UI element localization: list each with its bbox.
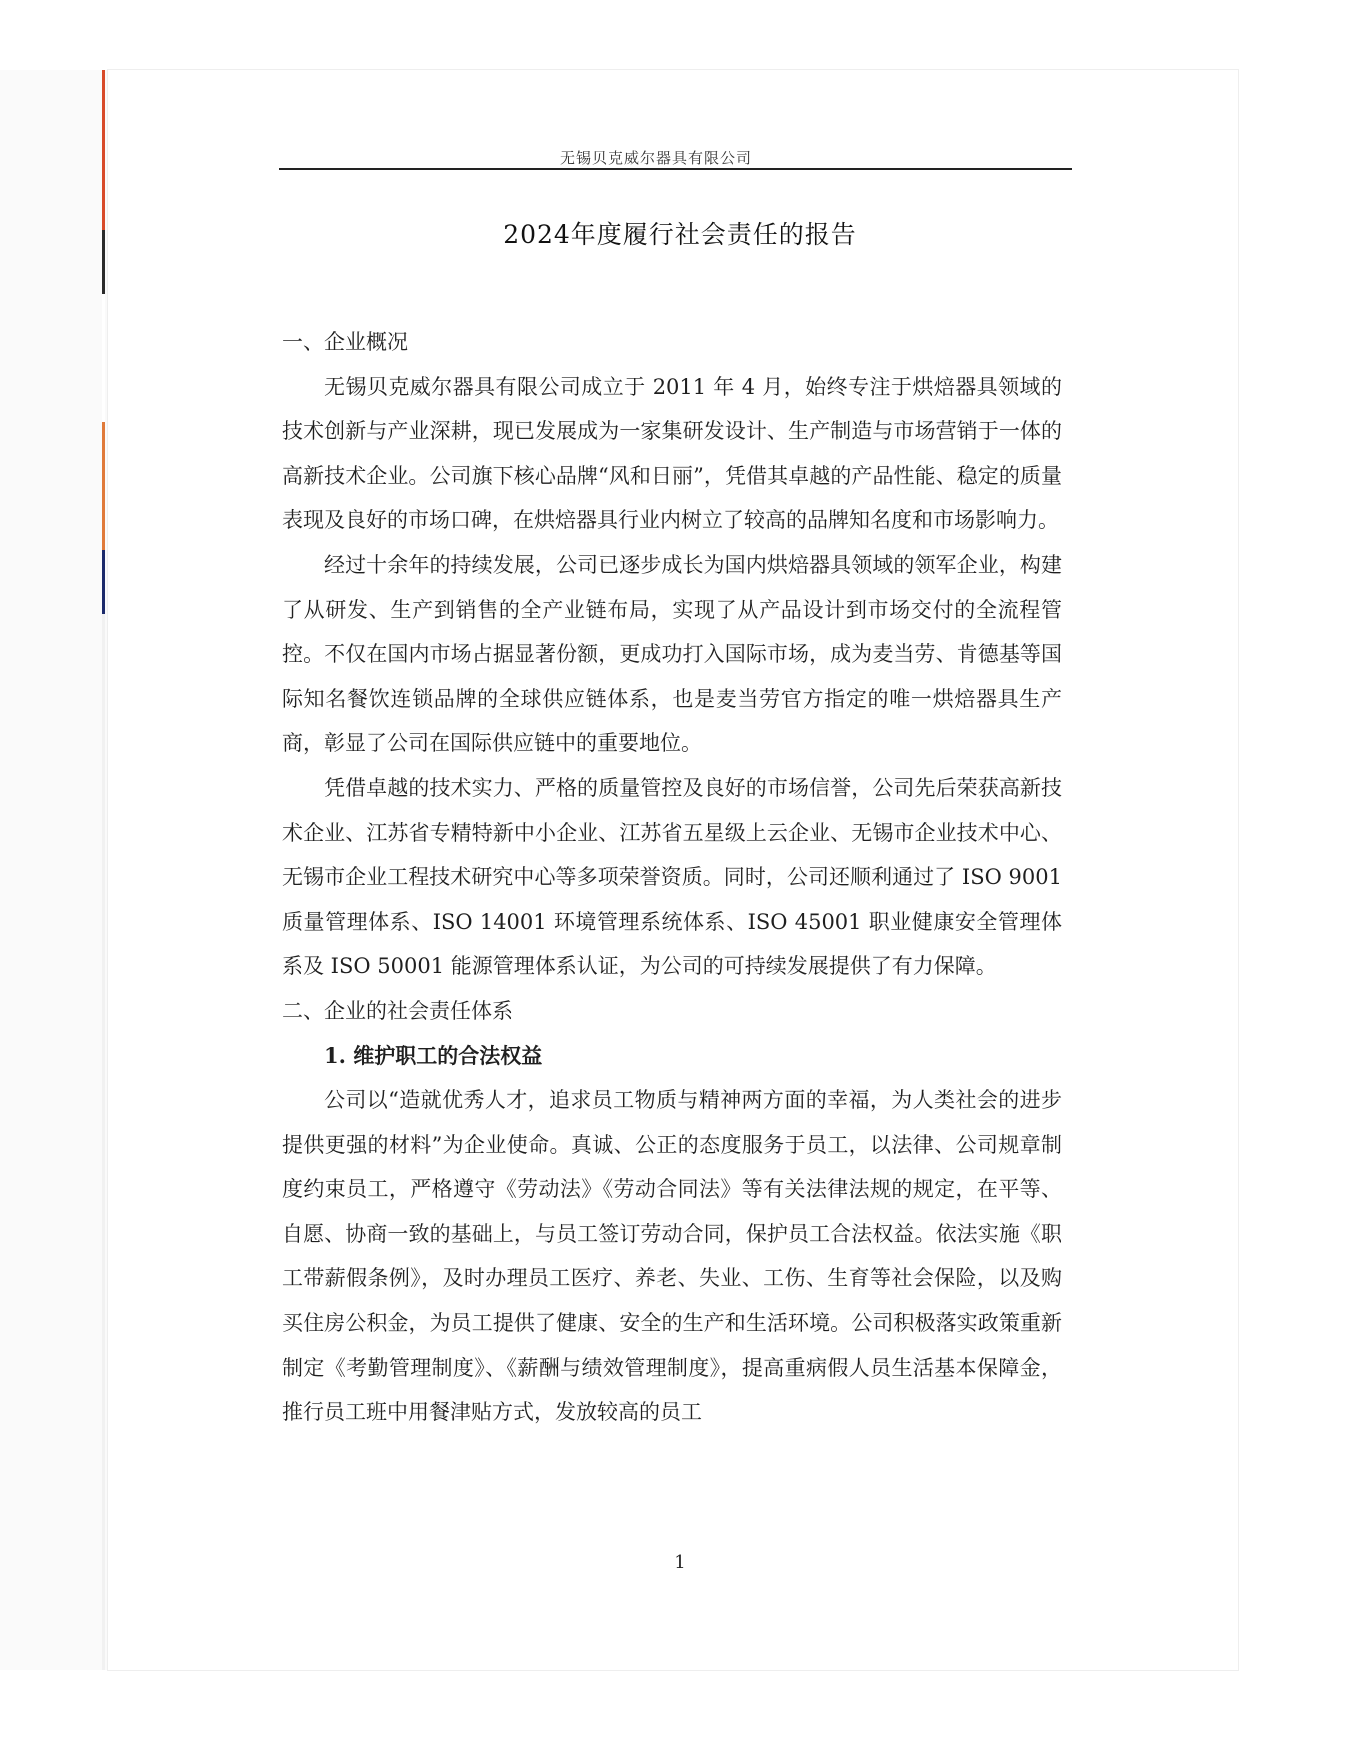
- paragraph-honors: 凭借卓越的技术实力、严格的质量管控及良好的市场信誉，公司先后荣获高新技术企业、江苏省专精特新中小企业、江苏省五星级上云企业、无锡市企业技术中心、无锡市企业工程技术研究中心等多项荣誉资质。同时，公司还顺利通过了 ISO 9001 质量管理体系、ISO 14001 环境管理系统体系、ISO 45001 职业健康安全管理体系及 ISO 50001 能源管理体系认证，为公司的可持续发展提供了有力保障。: [282, 775, 1062, 979]
- paragraph-employee-rights: 公司以“造就优秀人才，追求员工物质与精神两方面的幸福，为人类社会的进步提供更强的材料”为企业使命。真诚、公正的态度服务于员工，以法律、公司规章制度约束员工，严格遵守《劳动法》《劳动合同法》等有关法律法规的规定，在平等、自愿、协商一致的基础上，与员工签订劳动合同，保护员工合法权益。依法实施《职工带薪假条例》，及时办理员工医疗、养老、失业、工伤、生育等社会保险，以及购买住房公积金，为员工提供了健康、安全的生产和生活环境。公司积极落实政策重新制定《考勤管理制度》、《薪酬与绩效管理制度》，提高重病假人员生活基本保障金，推行员工班中用餐津贴方式，发放较高的员工: [282, 1088, 1062, 1425]
- subsection-heading-employee-rights: 1. 维护职工的合法权益: [324, 1042, 543, 1068]
- paragraph-development: 经过十余年的持续发展，公司已逐步成长为国内烘焙器具领域的领军企业，构建了从研发、生产到销售的全产业链布局，实现了从产品设计到市场交付的全流程管控。不仅在国内市场占据显著份额，更成功打入国际市场，成为麦当劳、肯德基等国际知名餐饮连锁品牌的全球供应链体系，也是麦当劳官方指定的唯一烘焙器具生产商，彰显了公司在国际供应链中的重要地位。: [282, 552, 1062, 756]
- document-title: 2024年度履行社会责任的报告: [503, 220, 857, 249]
- page-number: 1: [674, 1552, 686, 1573]
- document-body: [282, 320, 1062, 1435]
- company-header: 无锡贝克威尔器具有限公司: [560, 149, 753, 167]
- header-rule: [279, 168, 1072, 170]
- section-heading-responsibility: 二、企业的社会责任体系: [282, 998, 513, 1023]
- page-left-margin: [0, 70, 108, 1670]
- binding-edge: [102, 70, 105, 1670]
- section-heading-overview: 一、企业概况: [282, 330, 408, 354]
- paragraph-company-intro: 无锡贝克威尔器具有限公司成立于 2011 年 4 月，始终专注于烘焙器具领域的技术创新与产业深耕，现已发展成为一家集研发设计、生产制造与市场营销于一体的高新技术企业。公司旗下核心品牌“风和日丽”，凭借其卓越的产品性能、稳定的质量表现及良好的市场口碑，在烘焙器具行业内树立了较高的品牌知名度和市场影响力。: [282, 374, 1062, 533]
